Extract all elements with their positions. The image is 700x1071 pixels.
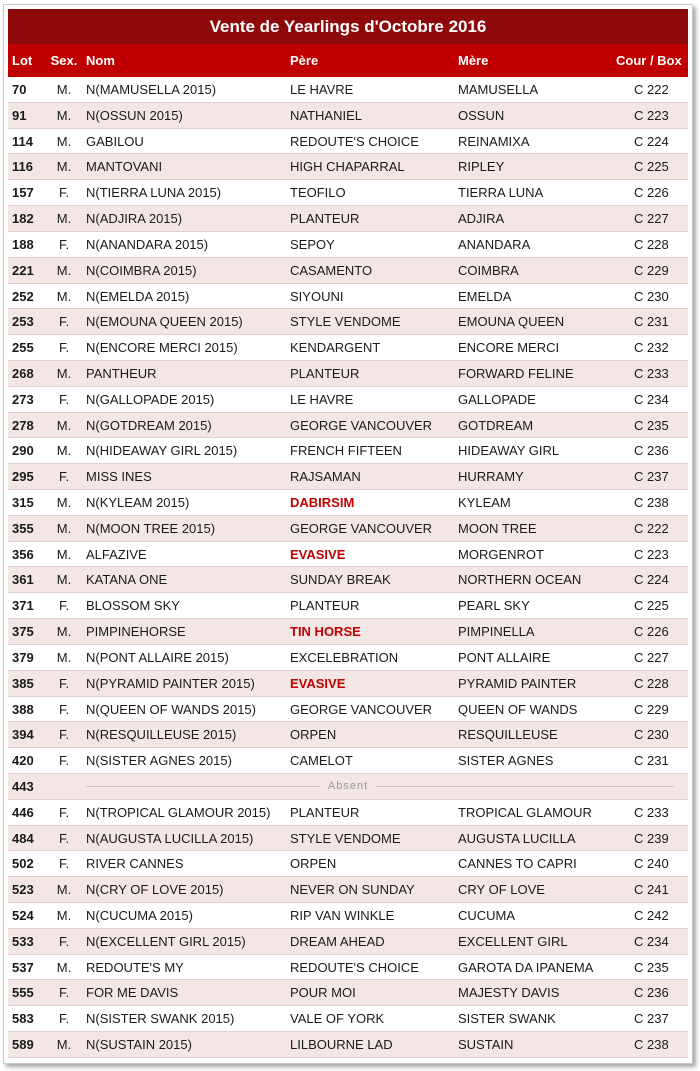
box-cell: C 234	[634, 391, 669, 407]
table-row	[8, 748, 688, 774]
lot-cell: 253	[12, 314, 34, 330]
mere-cell: ANANDARA	[458, 236, 531, 252]
lot-cell: 533	[12, 933, 34, 949]
mere-cell: PEARL SKY	[458, 598, 530, 614]
box-cell: C 227	[634, 649, 669, 665]
nom-cell: N(MAMUSELLA 2015)	[86, 82, 217, 97]
box-cell: C 230	[634, 288, 669, 304]
table-row	[8, 1006, 688, 1032]
pere-cell: SEPOY	[290, 236, 335, 252]
box-cell: C 235	[634, 959, 669, 975]
box-cell: C 222	[634, 520, 669, 536]
header-box: Cour / Box	[616, 53, 682, 68]
lot-cell: 221	[12, 262, 34, 278]
header-lot: Lot	[12, 53, 33, 68]
sex-cell: F.	[58, 753, 70, 769]
header-sex: Sex.	[50, 53, 78, 68]
table-row	[8, 671, 688, 697]
box-cell: C 236	[634, 443, 669, 459]
table-row	[8, 258, 688, 284]
pere-cell: CASAMENTO	[290, 262, 373, 278]
box-cell: C 240	[634, 856, 669, 872]
box-cell: C 228	[634, 236, 669, 252]
sex-cell: F.	[58, 598, 70, 614]
sex-cell: M.	[56, 107, 72, 123]
box-cell: C 230	[634, 727, 669, 743]
pere-cell: TIN HORSE	[290, 624, 361, 640]
table-row	[8, 103, 688, 129]
mere-cell: PYRAMID PAINTER	[458, 675, 577, 691]
table-row	[8, 619, 688, 645]
sex-cell: M.	[56, 443, 72, 459]
pere-cell: SIYOUNI	[290, 288, 344, 304]
lot-cell: 157	[12, 185, 34, 201]
table-row	[8, 129, 688, 155]
page-title: Vente de Yearlings d'Octobre 2016	[8, 9, 688, 44]
nom-cell: N(ADJIRA 2015)	[86, 211, 183, 227]
lot-cell: 182	[12, 211, 34, 227]
nom-cell: N(EMOUNA QUEEN 2015)	[86, 314, 243, 330]
box-cell: C 228	[634, 675, 669, 691]
lot-cell: 361	[12, 572, 34, 588]
sex-cell: M.	[56, 262, 72, 278]
lot-cell: 371	[12, 598, 34, 614]
sex-cell: M.	[56, 211, 72, 227]
lot-cell: 355	[12, 520, 34, 536]
nom-cell: KATANA ONE	[86, 572, 168, 588]
pere-cell: NATHANIEL	[290, 107, 362, 123]
lot-cell: 70	[12, 82, 27, 97]
nom-cell: N(RESQUILLEUSE 2015)	[86, 727, 237, 743]
box-cell: C 233	[634, 365, 669, 381]
sex-cell: M.	[56, 365, 72, 381]
sex-cell: F.	[58, 727, 70, 743]
sex-cell: M.	[56, 82, 72, 97]
mere-cell: PIMPINELLA	[458, 624, 535, 640]
lot-cell: 388	[12, 701, 34, 717]
lot-cell: 290	[12, 443, 34, 459]
pere-cell: HIGH CHAPARRAL	[290, 159, 405, 175]
box-cell: C 224	[634, 572, 669, 588]
table-row	[8, 464, 688, 490]
catalog-panel	[3, 4, 693, 1064]
nom-cell: N(TIERRA LUNA 2015)	[86, 185, 222, 201]
box-cell: C 238	[634, 495, 669, 510]
pere-cell: LE HAVRE	[290, 82, 354, 97]
box-cell: C 223	[634, 107, 669, 123]
table-row	[8, 697, 688, 723]
mere-cell: ADJIRA	[458, 211, 505, 227]
mere-cell: GALLOPADE	[458, 391, 536, 407]
nom-cell: N(EMELDA 2015)	[86, 288, 190, 304]
sex-cell: M.	[56, 908, 72, 923]
nom-cell: N(PONT ALLAIRE 2015)	[86, 649, 229, 665]
lot-cell: 555	[12, 985, 34, 1001]
mere-cell: FORWARD FELINE	[458, 365, 574, 381]
box-cell: C 241	[634, 882, 669, 898]
lot-cell: 443	[12, 778, 34, 794]
table-header	[8, 44, 688, 77]
table-row	[8, 284, 688, 310]
nom-cell: FOR ME DAVIS	[86, 985, 179, 1001]
sex-cell: M.	[56, 649, 72, 665]
nom-cell: ALFAZIVE	[86, 546, 147, 562]
nom-cell: N(COIMBRA 2015)	[86, 262, 197, 278]
lot-cell: 273	[12, 391, 34, 407]
lot-cell: 252	[12, 288, 34, 304]
header-nom: Nom	[86, 53, 115, 68]
nom-cell: REDOUTE'S MY	[86, 959, 184, 975]
pere-cell: PLANTEUR	[290, 804, 360, 820]
nom-cell: N(QUEEN OF WANDS 2015)	[86, 701, 256, 717]
table-row	[8, 903, 688, 929]
sex-cell: F.	[58, 391, 70, 407]
lot-cell: 524	[12, 908, 34, 923]
pere-cell: GEORGE VANCOUVER	[290, 417, 433, 433]
mere-cell: COIMBRA	[458, 262, 519, 278]
box-cell: C 225	[634, 159, 669, 175]
lot-cell: 188	[12, 236, 34, 252]
table-row	[8, 413, 688, 439]
table-row	[8, 361, 688, 387]
sex-cell: M.	[56, 520, 72, 536]
sex-cell: M.	[56, 495, 72, 510]
sex-cell: M.	[56, 1037, 72, 1053]
sex-cell: F.	[58, 236, 70, 252]
table-row	[8, 800, 688, 826]
box-cell: C 237	[634, 1011, 669, 1027]
box-cell: C 239	[634, 830, 669, 846]
table-row	[8, 309, 688, 335]
sex-cell: F.	[58, 933, 70, 949]
box-cell: C 224	[634, 133, 669, 149]
box-cell: C 229	[634, 701, 669, 717]
mere-cell: CUCUMA	[458, 908, 516, 923]
pere-cell: LE HAVRE	[290, 391, 354, 407]
table-row	[8, 929, 688, 955]
nom-cell: N(HIDEAWAY GIRL 2015)	[86, 443, 238, 459]
sex-cell: F.	[58, 314, 70, 330]
mere-cell: OSSUN	[458, 107, 505, 123]
mere-cell: RESQUILLEUSE	[458, 727, 558, 743]
mere-cell: EMOUNA QUEEN	[458, 314, 565, 330]
table-row	[8, 154, 688, 180]
table-row	[8, 826, 688, 852]
table-row	[8, 980, 688, 1006]
sex-cell: F.	[58, 856, 70, 872]
nom-cell: BLOSSOM SKY	[86, 598, 180, 614]
lot-cell: 589	[12, 1037, 34, 1053]
pere-cell: RAJSAMAN	[290, 469, 361, 485]
nom-cell: N(SUSTAIN 2015)	[86, 1037, 192, 1053]
lot-cell: 502	[12, 856, 34, 872]
mere-cell: GAROTA DA IPANEMA	[458, 959, 594, 975]
nom-cell: N(CRY OF LOVE 2015)	[86, 882, 224, 898]
lot-cell: 91	[12, 107, 27, 123]
nom-cell: GABILOU	[86, 133, 144, 149]
table-row	[8, 542, 688, 568]
lot-cell: 268	[12, 365, 34, 381]
sex-cell: M.	[56, 882, 72, 898]
table-row	[8, 232, 688, 258]
pere-cell: PLANTEUR	[290, 365, 360, 381]
nom-cell: N(OSSUN 2015)	[86, 107, 183, 123]
box-cell: C 236	[634, 985, 669, 1001]
sex-cell: M.	[56, 159, 72, 175]
lot-cell: 315	[12, 495, 34, 510]
lot-cell: 295	[12, 469, 34, 485]
sex-cell: M.	[56, 546, 72, 562]
table-row	[8, 645, 688, 671]
absent-label	[8, 774, 688, 799]
mere-cell: TROPICAL GLAMOUR	[458, 804, 592, 820]
box-cell: C 231	[634, 314, 669, 330]
nom-cell: N(MOON TREE 2015)	[86, 520, 216, 536]
lot-cell: 116	[12, 159, 33, 175]
lot-cell: 255	[12, 340, 34, 356]
mere-cell: PONT ALLAIRE	[458, 649, 551, 665]
box-cell: C 229	[634, 262, 669, 278]
pere-cell: SUNDAY BREAK	[290, 572, 391, 588]
pere-cell: RIP VAN WINKLE	[290, 908, 395, 923]
box-cell: C 235	[634, 417, 669, 433]
table-row	[8, 593, 688, 619]
mere-cell: SUSTAIN	[458, 1037, 514, 1053]
nom-cell: N(GALLOPADE 2015)	[86, 391, 215, 407]
lot-cell: 537	[12, 959, 34, 975]
lot-cell: 278	[12, 417, 34, 433]
absent-label-text: Absent	[320, 780, 376, 792]
sex-cell: F.	[58, 701, 70, 717]
pere-cell: ORPEN	[290, 856, 337, 872]
mere-cell: EXCELLENT GIRL	[458, 933, 568, 949]
box-cell: C 226	[634, 624, 669, 640]
table-row	[8, 722, 688, 748]
table-row	[8, 180, 688, 206]
mere-cell: HURRAMY	[458, 469, 524, 485]
table-row	[8, 490, 688, 516]
mere-cell: MAMUSELLA	[458, 82, 539, 97]
pere-cell: ORPEN	[290, 727, 337, 743]
pere-cell: CAMELOT	[290, 753, 353, 769]
pere-cell: EVASIVE	[290, 546, 346, 562]
table-row	[8, 877, 688, 903]
box-cell: C 222	[634, 82, 669, 97]
table-row	[8, 1032, 688, 1058]
lot-cell: 420	[12, 753, 34, 769]
nom-cell: N(CUCUMA 2015)	[86, 908, 193, 923]
lot-cell: 583	[12, 1011, 34, 1027]
nom-cell: N(EXCELLENT GIRL 2015)	[86, 933, 246, 949]
table-row	[8, 774, 688, 800]
box-cell: C 231	[634, 753, 669, 769]
nom-cell: PIMPINEHORSE	[86, 624, 186, 640]
lot-cell: 446	[12, 804, 34, 820]
box-cell: C 238	[634, 1037, 669, 1053]
table-row	[8, 516, 688, 542]
pere-cell: KENDARGENT	[290, 340, 381, 356]
nom-cell: N(AUGUSTA LUCILLA 2015)	[86, 830, 254, 846]
mere-cell: SISTER AGNES	[458, 753, 554, 769]
pere-cell: PLANTEUR	[290, 211, 360, 227]
mere-cell: GOTDREAM	[458, 417, 534, 433]
pere-cell: VALE OF YORK	[290, 1011, 385, 1027]
pere-cell: NEVER ON SUNDAY	[290, 882, 415, 898]
sex-cell: M.	[56, 288, 72, 304]
table-row	[8, 206, 688, 232]
pere-cell: GEORGE VANCOUVER	[290, 520, 433, 536]
nom-cell: MANTOVANI	[86, 159, 163, 175]
table-row	[8, 851, 688, 877]
nom-cell: N(ANANDARA 2015)	[86, 236, 209, 252]
pere-cell: STYLE VENDOME	[290, 830, 401, 846]
sex-cell: F.	[58, 1011, 70, 1027]
nom-cell: N(SISTER AGNES 2015)	[86, 753, 232, 769]
table-row	[8, 335, 688, 361]
mere-cell: TIERRA LUNA	[458, 185, 544, 201]
nom-cell: MISS INES	[86, 469, 152, 485]
pere-cell: POUR MOI	[290, 985, 356, 1001]
mere-cell: CANNES TO CAPRI	[458, 856, 577, 872]
table-body	[8, 77, 688, 1058]
sex-cell: F.	[58, 830, 70, 846]
sex-cell: F.	[58, 675, 70, 691]
mere-cell: MOON TREE	[458, 520, 537, 536]
lot-cell: 379	[12, 649, 34, 665]
mere-cell: HIDEAWAY GIRL	[458, 443, 560, 459]
mere-cell: MAJESTY DAVIS	[458, 985, 560, 1001]
mere-cell: RIPLEY	[458, 159, 505, 175]
pere-cell: EVASIVE	[290, 675, 346, 691]
table-row	[8, 77, 688, 103]
mere-cell: CRY OF LOVE	[458, 882, 545, 898]
sex-cell: M.	[56, 959, 72, 975]
mere-cell: EMELDA	[458, 288, 512, 304]
lot-cell: 356	[12, 546, 34, 562]
pere-cell: DREAM AHEAD	[290, 933, 385, 949]
lot-cell: 114	[12, 133, 33, 149]
nom-cell: N(GOTDREAM 2015)	[86, 417, 212, 433]
pere-cell: LILBOURNE LAD	[290, 1037, 393, 1053]
box-cell: C 233	[634, 804, 669, 820]
pere-cell: STYLE VENDOME	[290, 314, 401, 330]
header-pere: Père	[290, 53, 319, 68]
nom-cell: RIVER CANNES	[86, 856, 184, 872]
box-cell: C 226	[634, 185, 669, 201]
mere-cell: NORTHERN OCEAN	[458, 572, 582, 588]
mere-cell: ENCORE MERCI	[458, 340, 560, 356]
table-row	[8, 567, 688, 593]
sex-cell: F.	[58, 985, 70, 1001]
nom-cell: N(TROPICAL GLAMOUR 2015)	[86, 804, 271, 820]
lot-cell: 385	[12, 675, 34, 691]
sex-cell: F.	[58, 469, 70, 485]
sex-cell: M.	[56, 133, 72, 149]
mere-cell: AUGUSTA LUCILLA	[458, 830, 576, 846]
lot-cell: 484	[12, 830, 34, 846]
table-row	[8, 955, 688, 981]
pere-cell: GEORGE VANCOUVER	[290, 701, 433, 717]
pere-cell: PLANTEUR	[290, 598, 360, 614]
nom-cell: N(SISTER SWANK 2015)	[86, 1011, 235, 1027]
mere-cell: REINAMIXA	[458, 133, 530, 149]
nom-cell: N(KYLEAM 2015)	[86, 495, 190, 510]
header-mere: Mère	[458, 53, 489, 68]
sex-cell: F.	[58, 804, 70, 820]
nom-cell: N(ENCORE MERCI 2015)	[86, 340, 238, 356]
pere-cell: FRENCH FIFTEEN	[290, 443, 402, 459]
sex-cell: F.	[58, 185, 70, 201]
box-cell: C 225	[634, 598, 669, 614]
nom-cell: PANTHEUR	[86, 365, 157, 381]
mere-cell: SISTER SWANK	[458, 1011, 556, 1027]
pere-cell: DABIRSIM	[290, 495, 355, 510]
box-cell: C 234	[634, 933, 669, 949]
mere-cell: KYLEAM	[458, 495, 511, 510]
box-cell: C 227	[634, 211, 669, 227]
pere-cell: REDOUTE'S CHOICE	[290, 959, 419, 975]
pere-cell: EXCELEBRATION	[290, 649, 399, 665]
table-row	[8, 387, 688, 413]
nom-cell: N(PYRAMID PAINTER 2015)	[86, 675, 255, 691]
pere-cell: TEOFILO	[290, 185, 346, 201]
box-cell: C 242	[634, 908, 669, 923]
sex-cell: M.	[56, 417, 72, 433]
sex-cell: F.	[58, 340, 70, 356]
sex-cell: M.	[56, 572, 72, 588]
table-row	[8, 438, 688, 464]
mere-cell: QUEEN OF WANDS	[458, 701, 578, 717]
lot-cell: 394	[12, 727, 34, 743]
box-cell: C 232	[634, 340, 669, 356]
pere-cell: REDOUTE'S CHOICE	[290, 133, 419, 149]
box-cell: C 223	[634, 546, 669, 562]
mere-cell: MORGENROT	[458, 546, 544, 562]
box-cell: C 237	[634, 469, 669, 485]
sex-cell: M.	[56, 624, 72, 640]
lot-cell: 523	[12, 882, 34, 898]
lot-cell: 375	[12, 624, 34, 640]
